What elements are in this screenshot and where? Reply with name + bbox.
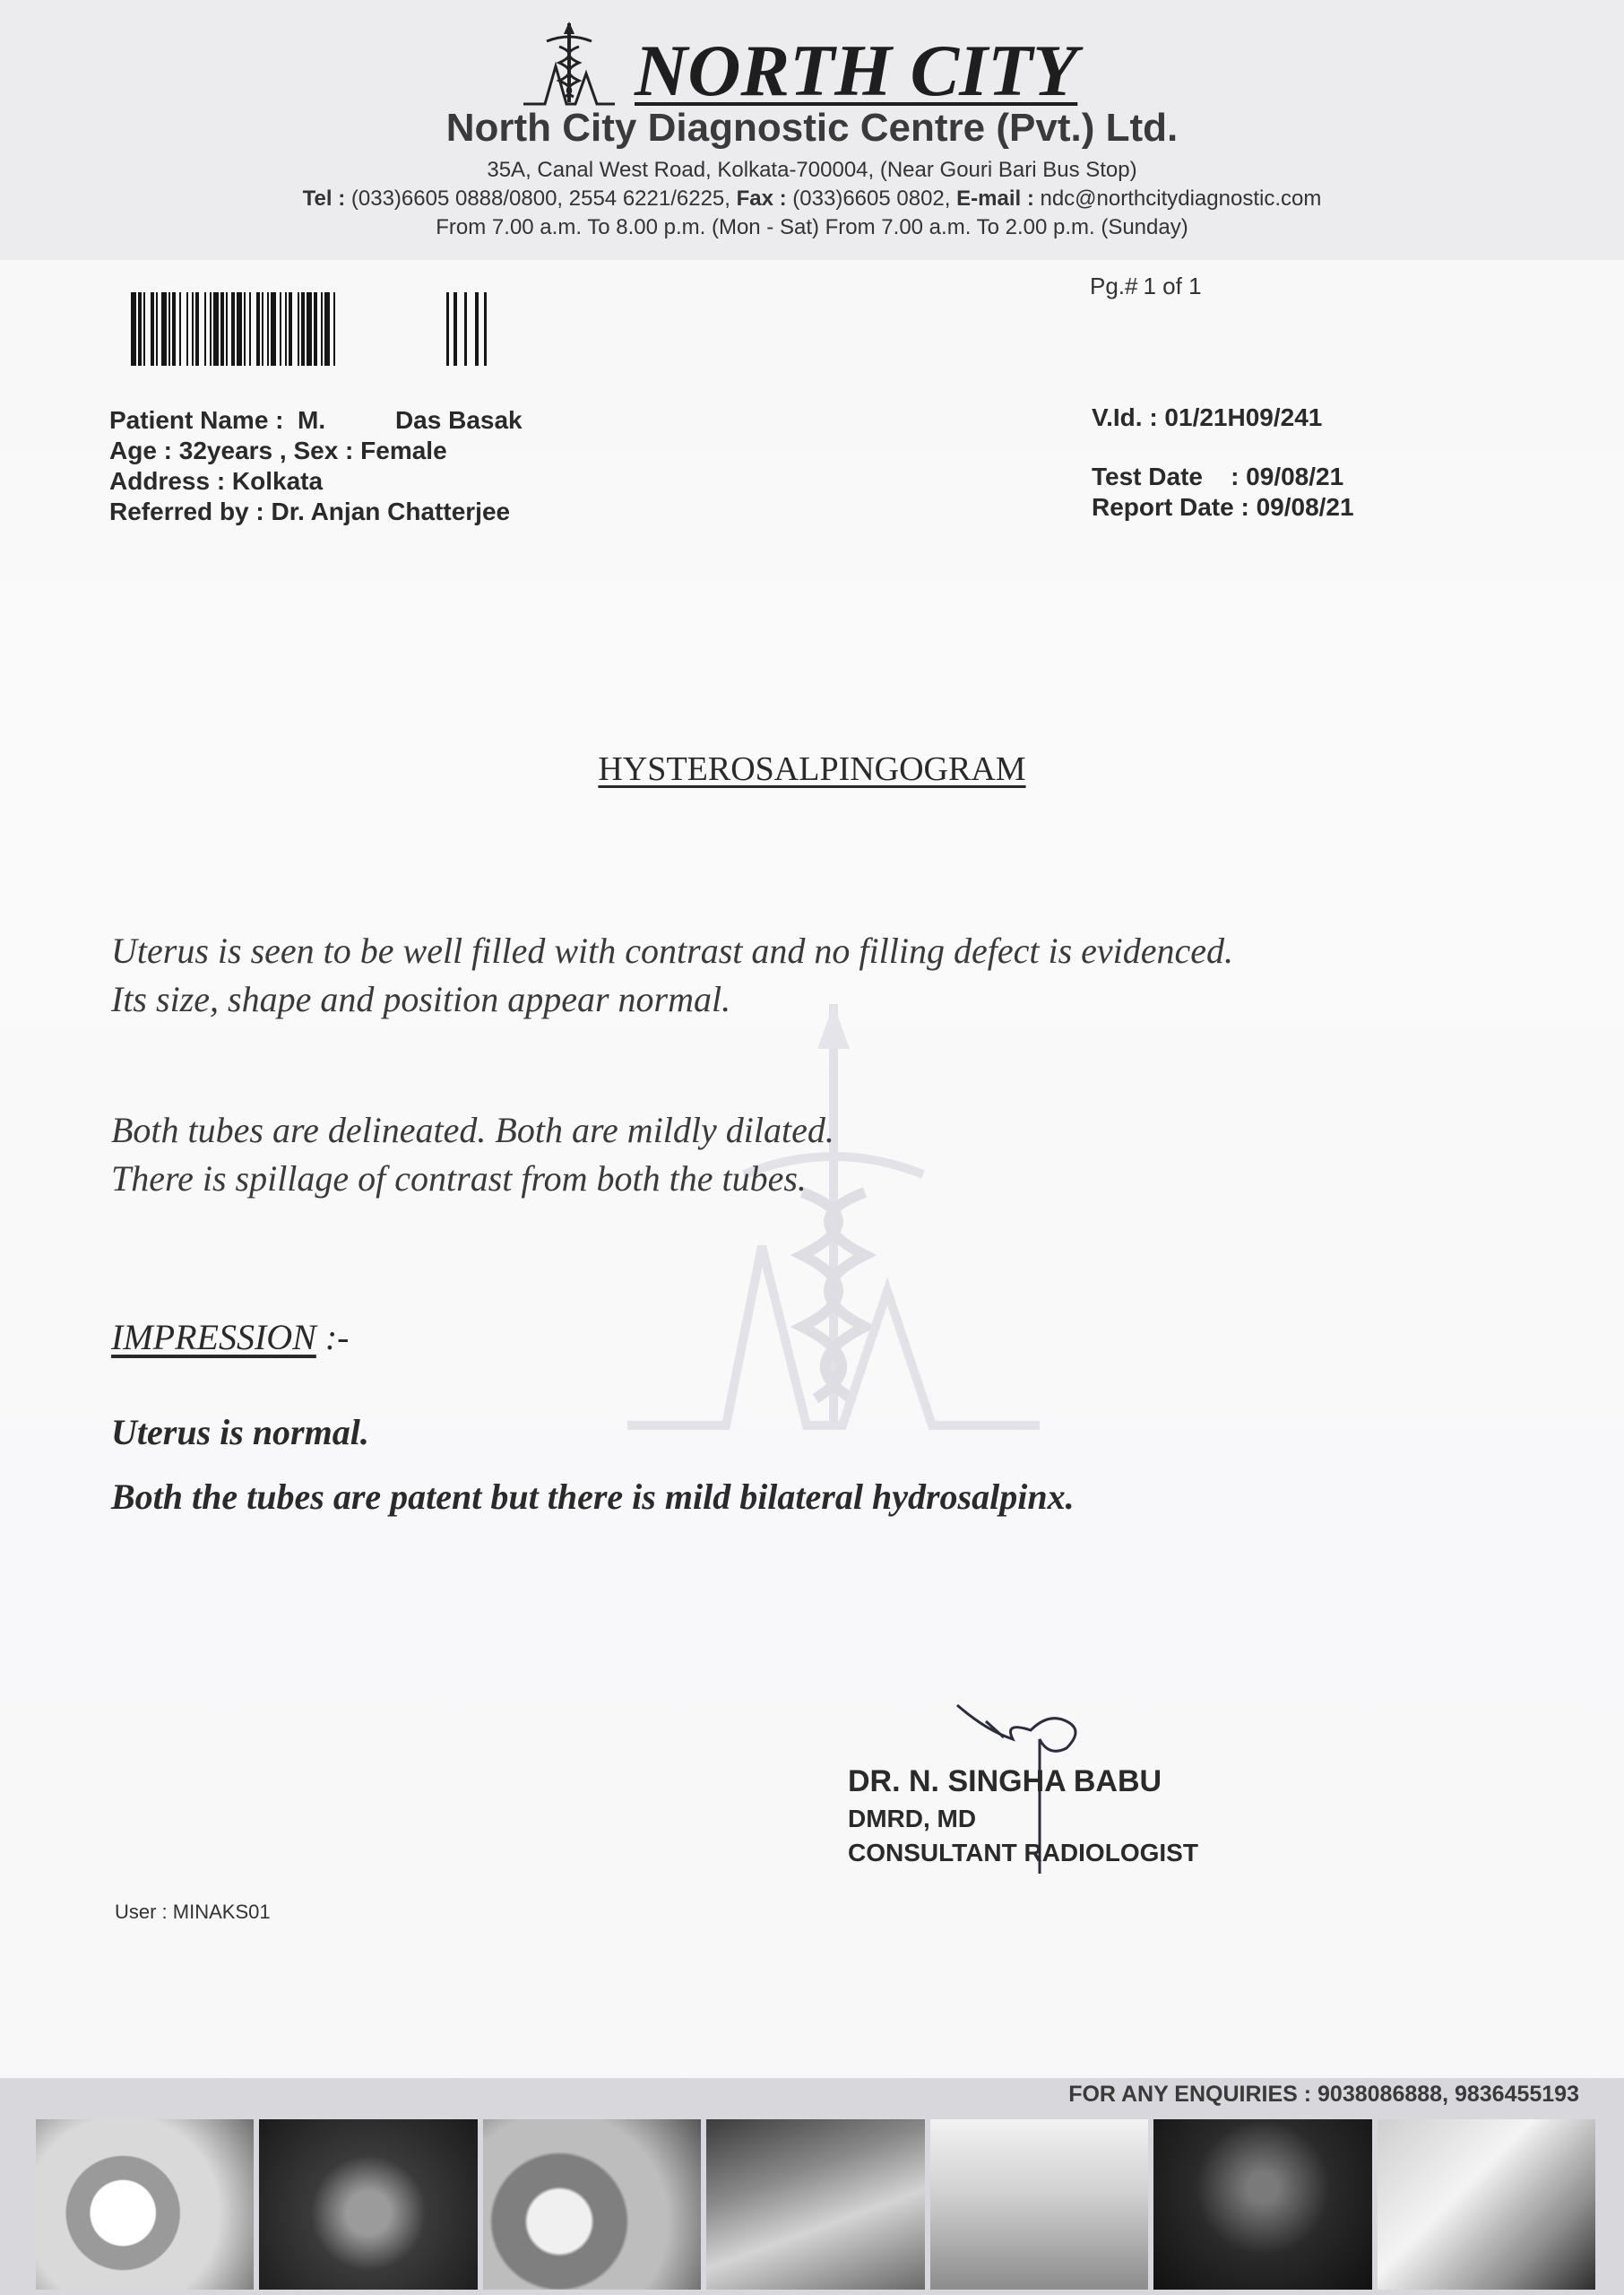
caduceus-logo-icon: [520, 20, 618, 109]
email-value: ndc@northcitydiagnostic.com: [1040, 186, 1322, 211]
ct-scanner-photo: [36, 2119, 254, 2290]
tel-value: (033)6605 0888/0800, 2554 6221/6225,: [350, 186, 730, 211]
doctor-degree: DMRD, MD: [848, 1805, 977, 1832]
email-label: E-mail :: [956, 186, 1034, 211]
company-address: 35A, Canal West Road, Kolkata-700004, (Near Gouri Bari Bus Stop): [487, 158, 1137, 182]
signatory: [848, 1764, 1198, 1867]
findings-tubes-line-1: Both tubes are delineated. Both are mildly dilated.: [111, 1110, 834, 1150]
contact-line: [0, 186, 1624, 212]
barcode-icon: [131, 292, 498, 366]
impression-heading: [111, 1316, 349, 1358]
mri-scanner-photo: [483, 2119, 701, 2290]
angiogram-image-photo: [1153, 2119, 1371, 2290]
findings-uterus-line-2: Its size, shape and position appear normal.: [111, 979, 731, 1019]
patient-age-sex: Age : 32years , Sex : Female: [109, 437, 447, 464]
visit-id: V.Id. : 01/21H09/241: [1092, 403, 1323, 431]
impression-1: Uterus is normal.: [111, 1412, 369, 1452]
mri-room-photo: [930, 2119, 1148, 2290]
page-number-label: Pg.#: [1090, 273, 1138, 299]
page-number-value: 1 of 1: [1143, 273, 1202, 299]
findings-uterus: [111, 927, 1233, 1024]
enquiries: FOR ANY ENQUIRIES : 9038086888, 9836455193: [1068, 2082, 1579, 2107]
test-date: Test Date : 09/08/21: [1092, 463, 1344, 490]
findings-uterus-line-1: Uterus is seen to be well filled with contrast and no filling defect is evidenced.: [111, 931, 1234, 971]
tel-label: Tel :: [302, 186, 346, 211]
patient-referred-by: Referred by : Dr. Anjan Chatterjee: [109, 498, 511, 525]
watermark-logo-icon: [618, 1004, 1049, 1443]
doctor-name: DR. N. SINGHA BABU: [848, 1764, 1162, 1798]
footer-photo-strip: [36, 2119, 1595, 2290]
impression-heading-suffix: :-: [315, 1317, 350, 1357]
opening-hours: From 7.00 a.m. To 8.00 p.m. (Mon - Sat) From 7.00 a.m. To 2.00 p.m. (Sunday): [436, 215, 1188, 239]
angiography-photo: [259, 2119, 477, 2290]
patient-address: Address : Kolkata: [109, 467, 324, 495]
impression-2: Both the tubes are patent but there is mild bilateral hydrosalpinx.: [111, 1477, 1075, 1517]
findings-tubes: [111, 1106, 834, 1203]
report-date: Report Date : 09/08/21: [1092, 493, 1354, 521]
ultrasound-machine-photo: [706, 2119, 924, 2290]
impression-heading-text: IMPRESSION: [111, 1317, 316, 1357]
surgeon-photo: [1378, 2119, 1595, 2290]
brand-name: NORTH CITY: [635, 30, 1078, 111]
patient-name: Patient Name : M. Das Basak: [109, 406, 523, 434]
company-name: North City Diagnostic Centre (Pvt.) Ltd.: [445, 106, 1179, 150]
user-id: User : MINAKS01: [115, 1901, 271, 1923]
doctor-title: CONSULTANT RADIOLOGIST: [848, 1839, 1198, 1866]
fax-value: (033)6605 0802,: [792, 186, 951, 211]
brand: [520, 20, 1147, 109]
findings-tubes-line-2: There is spillage of contrast from both the tubes.: [111, 1158, 807, 1199]
page-number: [1090, 273, 1202, 300]
patient-info: [109, 405, 523, 527]
fax-label: Fax :: [736, 186, 787, 211]
report-title: HYSTEROSALPINGOGRAM: [598, 750, 1026, 788]
letterhead: [0, 0, 1624, 260]
